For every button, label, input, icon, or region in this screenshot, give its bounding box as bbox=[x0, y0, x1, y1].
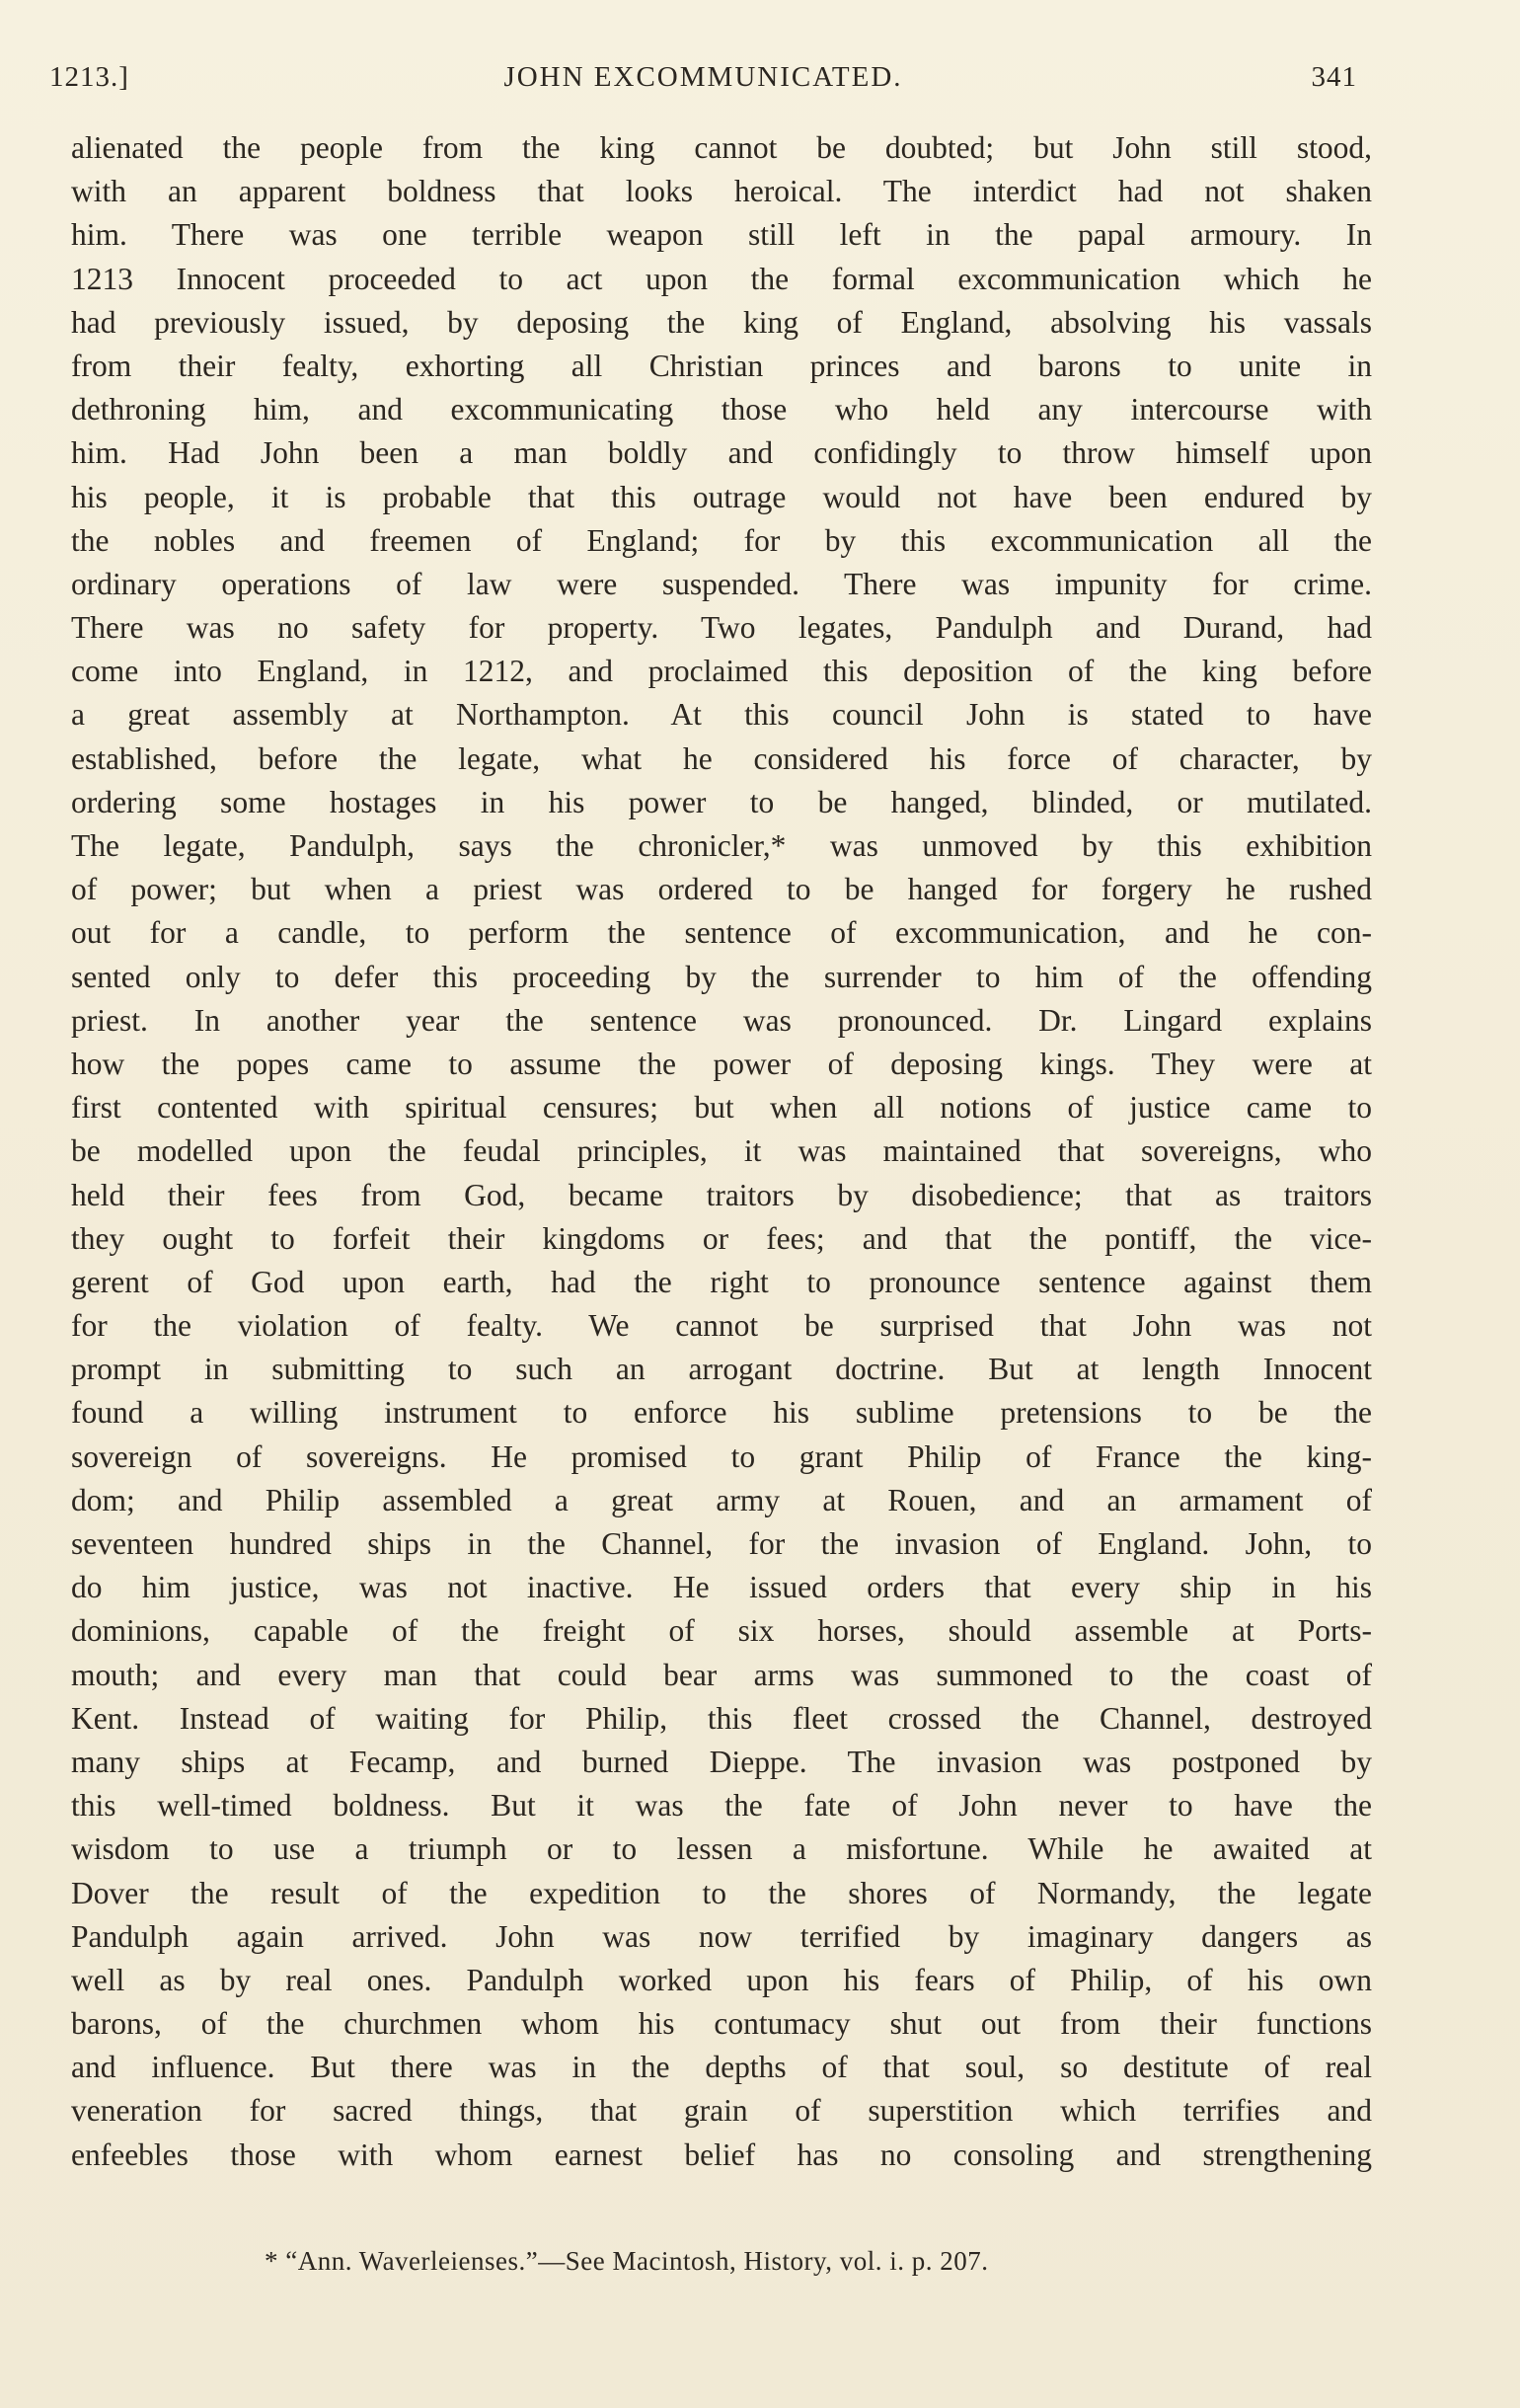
text-line: dom; and Philip assembled a great army at Rouen, and an armament of bbox=[71, 1482, 1372, 1517]
text-line bbox=[71, 2177, 1372, 2220]
text-line: his people, it is probable that this outrage would not have been endured by bbox=[71, 479, 1372, 514]
text-line: be modelled upon the feudal principles, it was maintained that sovereigns, who bbox=[71, 1133, 1372, 1169]
text-line: held their fees from God, became traitors by disobedience; that as traitors bbox=[71, 1177, 1372, 1212]
text-line: barons, of the churchmen whom his contumacy shut out from their functions bbox=[71, 2006, 1372, 2042]
text-line: him. Had John been a man boldly and confidingly to throw himself upon bbox=[71, 435, 1372, 471]
text-line: a great assembly at Northampton. At this council John is stated to have bbox=[71, 697, 1372, 733]
chapter-title: JOHN EXCOMMUNICATED. bbox=[503, 61, 903, 93]
text-line: 1213 Innocent proceeded to act upon the formal excommunication which he bbox=[71, 261, 1372, 296]
text-line: him. There was one terrible weapon still left in the papal armoury. In bbox=[71, 217, 1372, 253]
text-line: found a willing instrument to enforce his sublime pretensions to be the bbox=[71, 1395, 1372, 1431]
footnote: * “Ann. Waverleienses.”—See Macintosh, History, vol. i. p. 207. bbox=[265, 2246, 989, 2276]
text-line: do him justice, was not inactive. He issued orders that every ship in his bbox=[71, 1570, 1372, 1605]
text-line: alienated the people from the king cannot be doubted; but John still stood, bbox=[71, 130, 1372, 165]
text-line: mouth; and every man that could bear arms was summoned to the coast of bbox=[71, 1657, 1372, 1692]
text-line: had previously issued, by deposing the king of England, absolving his vassals bbox=[71, 304, 1372, 340]
text-line: enfeebles those with whom earnest belief has no consoling and strengthening bbox=[71, 2136, 1372, 2172]
text-line: well as by real ones. Pandulph worked upon his fears of Philip, of his own bbox=[71, 1962, 1372, 1997]
text-line: priest. In another year the sentence was pronounced. Dr. Lingard explains bbox=[71, 1002, 1372, 1038]
text-line: with an apparent boldness that looks heroical. The interdict had not shaken bbox=[71, 174, 1372, 209]
text-line: how the popes came to assume the power of deposing kings. They were at bbox=[71, 1046, 1372, 1081]
page-number: 341 bbox=[1311, 61, 1357, 93]
text-line: There was no safety for property. Two legates, Pandulph and Durand, had bbox=[71, 610, 1372, 646]
body-text bbox=[71, 126, 1372, 2220]
text-line: the nobles and freemen of England; for by this excommunication all the bbox=[71, 522, 1372, 558]
text-line: established, before the legate, what he considered his force of character, by bbox=[71, 740, 1372, 776]
text-line: ordinary operations of law were suspended. There was impunity for crime. bbox=[71, 566, 1372, 601]
header-year: 1213.] bbox=[49, 61, 129, 93]
text-line: dominions, capable of the freight of six horses, should assemble at Ports- bbox=[71, 1613, 1372, 1649]
text-line: come into England, in 1212, and proclaimed this deposition of the king before bbox=[71, 654, 1372, 689]
text-line: dethroning him, and excommunicating those who held any intercourse with bbox=[71, 392, 1372, 427]
text-line: of power; but when a priest was ordered to be hanged for forgery he rushed bbox=[71, 872, 1372, 907]
text-line: sovereign of sovereigns. He promised to grant Philip of France the king- bbox=[71, 1438, 1372, 1474]
text-line: Pandulph again arrived. John was now terrified by imaginary dangers as bbox=[71, 1918, 1372, 1954]
text-line: out for a candle, to perform the sentence of excommunication, and he con- bbox=[71, 915, 1372, 951]
text-line: for the violation of fealty. We cannot be surprised that John was not bbox=[71, 1308, 1372, 1344]
text-line: and influence. But there was in the depths of that soul, so destitute of real bbox=[71, 2050, 1372, 2085]
text-line: seventeen hundred ships in the Channel, for the invasion of England. John, to bbox=[71, 1526, 1372, 1561]
running-head bbox=[49, 61, 1357, 105]
text-line: sented only to defer this proceeding by the surrender to him of the offending bbox=[71, 959, 1372, 994]
text-line: The legate, Pandulph, says the chronicler,* was unmoved by this exhibition bbox=[71, 828, 1372, 863]
text-line: first contented with spiritual censures; but when all notions of justice came to bbox=[71, 1090, 1372, 1126]
text-line: from their fealty, exhorting all Christian princes and barons to unite in bbox=[71, 348, 1372, 383]
text-line: many ships at Fecamp, and burned Dieppe. The invasion was postponed by bbox=[71, 1744, 1372, 1779]
text-line: gerent of God upon earth, had the right to pronounce sentence against them bbox=[71, 1264, 1372, 1299]
text-line: prompt in submitting to such an arrogant doctrine. But at length Innocent bbox=[71, 1352, 1372, 1387]
text-line: Dover the result of the expedition to the shores of Normandy, the legate bbox=[71, 1875, 1372, 1910]
text-line: ordering some hostages in his power to be hanged, blinded, or mutilated. bbox=[71, 784, 1372, 819]
text-line: they ought to forfeit their kingdoms or fees; and that the pontiff, the vice- bbox=[71, 1220, 1372, 1256]
text-line: this well-timed boldness. But it was the fate of John never to have the bbox=[71, 1788, 1372, 1824]
text-line: wisdom to use a triumph or to lessen a misfortune. While he awaited at bbox=[71, 1831, 1372, 1867]
text-line: veneration for sacred things, that grain of superstition which terrifies and bbox=[71, 2093, 1372, 2129]
text-line: Kent. Instead of waiting for Philip, this fleet crossed the Channel, destroyed bbox=[71, 1700, 1372, 1736]
